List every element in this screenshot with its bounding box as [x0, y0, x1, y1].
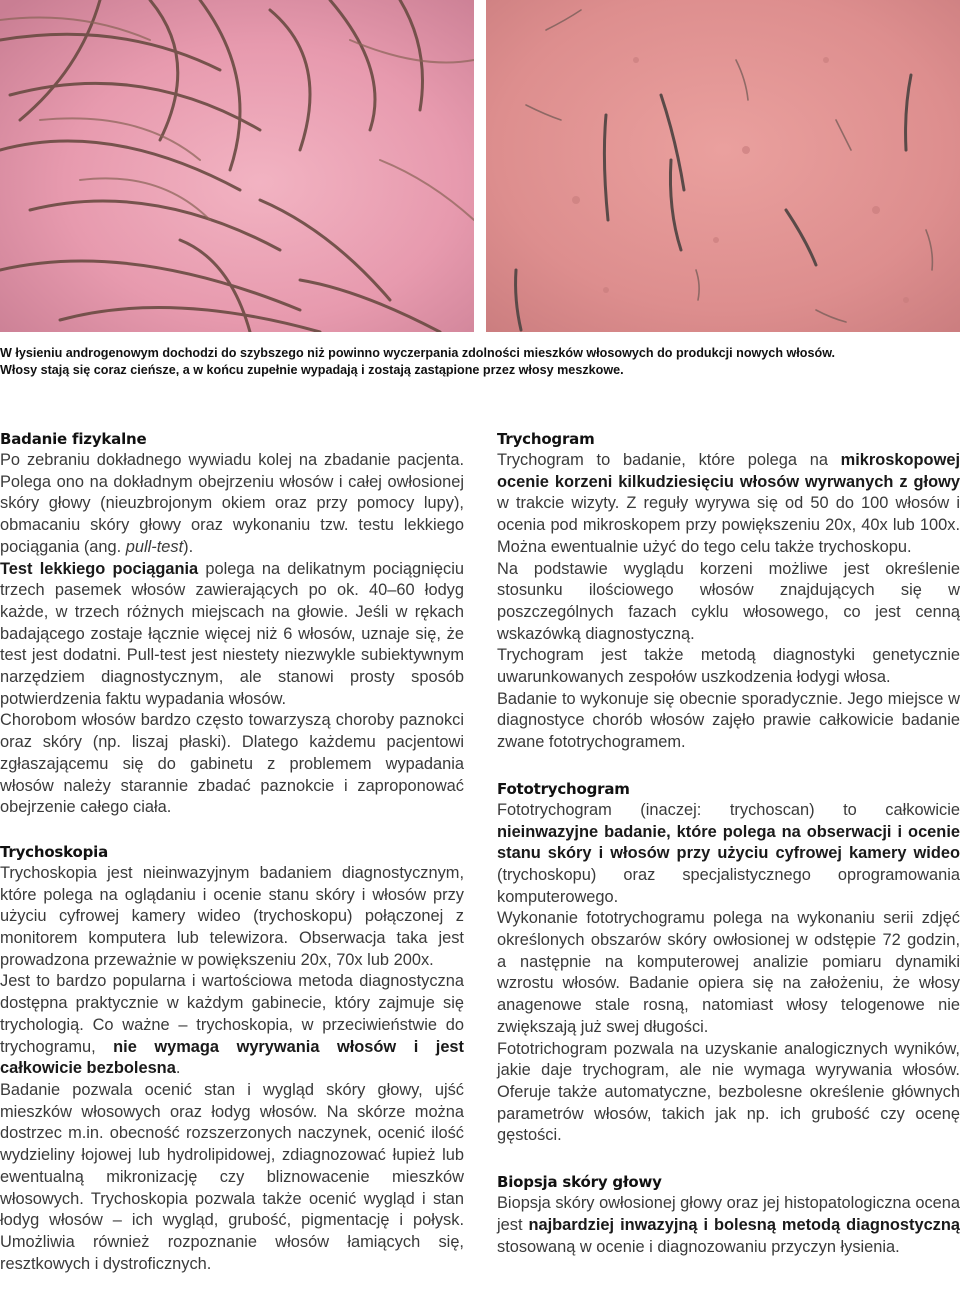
paragraph: Badanie pozwala ocenić stan i wygląd skóry głowy, ujść mieszków włosowych oraz łodyg włosów. Na skórze można dostrzec m.in. obecność rozszerzonych naczynek, ocenić ilość wydzieliny łojowej lub hydrolipidowej, zdiagnozować łupież lub ewentualną mikronizację czy bliznowacenie mieszków włosowych. Trychoskopia pozwala także ocenić wygląd i stan łodyg włosów – ich wygląd, grubość, pigmentację i połysk. Umożliwia również rozpoznanie włosów łamiących się, resztkowych i dystroficznych.	[0, 1080, 464, 1273]
heading-badanie-fizykalne: Badanie fizykalne	[0, 430, 147, 448]
text: stosowaną w ocenie i diagnozowaniu przyczyn łysienia.	[497, 1237, 900, 1256]
bold-text: najbardziej inwazyjną i bolesną metodą diagnostyczną	[528, 1215, 960, 1234]
text: (trychoskopu) oraz specjalistycznego oprogramowania komputerowego.	[497, 865, 960, 906]
paragraph	[497, 450, 960, 559]
heading-trychoskopia: Trychoskopia	[0, 842, 109, 861]
paragraph: Badanie to wykonuje się obecnie sporadycznie. Jego miejsce w diagnostyce chorób włosów zajęło prawie całkowicie badanie zwane fototrychogramem.	[497, 689, 960, 752]
text: polega na delikatnym pociągnięciu trzech pasemek włosów zawierających po ok. 40–60 łodyg każde, w trzech różnych miejscach na głowie. Jeśli w rękach badającego zostaje łącznie więcej niż 6 włosów, uznaje się, że test jest dodatni. Pull-test jest niestety niezwykle subiektywnym narzędziem diagnostycznym, ale stanowi prosty sposób potwierdzenia faktu wypadania włosów.	[0, 559, 464, 708]
text: Po zebraniu dokładnego wywiadu kolej na zbadanie pacjenta. Polega ono na dokładnym obejrzeniu włosów i całej owłosionej skóry głowy (nieuzbrojonym okiem oraz przy pomocy lupy), obmacaniu skóry głowy oraz wykonaniu tzw. testu lekkiego pociągania (ang.	[0, 451, 464, 556]
bold-text: Test lekkiego pociągania	[0, 559, 199, 578]
text: Jest to bardzo popularna i wartościowa metoda diagnostyczna dostępna praktycznie w każdym gabinecie, który zajmuje się trychologią. Co ważne – trychoskopia, w przeciwieństwie do trychogramu,	[0, 972, 464, 1056]
paragraph: Fototrichogram pozwala na uzyskanie analogicznych wyników, jakie daje trychogram, ale nie wymaga wyrywania włosów. Oferuje także automatyczne, bezbolesne określenie głównych parametrów włosów, takich jak np. ich grubość czy ocenę gęstości.	[497, 1039, 960, 1145]
paragraph: Na podstawie wyglądu korzeni możliwe jest określenie stosunku ilościowego włosów znajdujących się w poszczególnych fazach cyklu włosowego, co jest cenną wskazówką diagnostyczną.	[497, 559, 960, 643]
trichoscopy-photo-thin-hair	[486, 0, 960, 332]
bold-text: nieinwazyjne badanie, które polega na obserwacji i ocenie stanu skóry i włosów przy użyciu cyfrowej kamery wideo	[497, 822, 960, 863]
paragraph	[0, 450, 464, 559]
photo-caption	[0, 345, 960, 379]
paragraph	[0, 559, 464, 711]
paragraph	[0, 971, 464, 1080]
left-column	[0, 428, 464, 1275]
text: Trychogram to badanie, które polega na	[497, 451, 841, 469]
paragraph: Wykonanie fototrychogramu polega na wykonaniu serii zdjęć określonych obszarów skóry owłosionej w odstępie 72 godzin, a następnie na komputerowej analizie pomiaru dynamiki wzrostu włosów. Badanie opiera się na założeniu, że włosy anagenowe stale rosną, natomiast włosy telogenowe nie zwiększają już swej długości.	[497, 909, 960, 1036]
heading-trychogram: Trychogram	[497, 430, 595, 448]
text: w trakcie wizyty. Z reguły wyrywa się od 50 do 100 włosów i ocenia pod mikroskopem przy powiększeniu 20x, 40x lub 100x. Można ewentualnie użyć do tego celu także trychoskopu.	[497, 494, 960, 556]
text: .	[175, 1059, 181, 1078]
emphasis-text: pull-test	[125, 537, 184, 556]
trichoscopy-photo-dense-hair	[0, 0, 474, 332]
paragraph: Trychogram jest także metodą diagnostyki genetycznie uwarunkowanych zespołów uszkodzenia łodygi włosa.	[497, 646, 960, 687]
heading-fototrychogram: Fototrychogram	[497, 779, 630, 798]
bold-text: mikroskopowej ocenie korzeni kilkudziesięciu włosów wyrwanych z głowy	[497, 451, 960, 491]
bold-text: nie wymaga wyrywania włosów i jest całkowicie bezbolesna	[0, 1037, 465, 1078]
text: Fototrychogram (inaczej: trychoscan) to całkowicie	[497, 800, 960, 819]
paragraph	[497, 1193, 960, 1258]
paragraph: Trychoskopia jest nieinwazyjnym badaniem diagnostycznym, które polega na oglądaniu i ocenie stanu skóry i włosów przy użyciu cyfrowej kamery wideo (trychoskopu) połączonej z monitorem komputera lub telewizora. Obserwacja taka jest prowadzona przeważnie w powiększeniu 20x, 70x lub 200x.	[0, 863, 464, 969]
text: ).	[183, 537, 194, 556]
heading-biopsja: Biopsja skóry głowy	[497, 1173, 662, 1192]
caption-line-1: W łysieniu androgenowym dochodzi do szybszego niż powinno wyczerpania zdolności mieszków włosowych do produkcji nowych włosów.	[0, 346, 836, 360]
right-column	[497, 428, 960, 1258]
paragraph	[497, 800, 960, 909]
text: Biopsja skóry owłosionej głowy oraz jej histopatologiczna ocena jest	[497, 1194, 960, 1234]
caption-line-2: Włosy stają się coraz cieńsze, a w końcu zupełnie wypadają i zostają zastąpione przez włosy meszkowe.	[0, 363, 624, 377]
paragraph: Chorobom włosów bardzo często towarzyszą choroby paznokci oraz skóry (np. liszaj płaski). Dlatego każdemu pacjentowi zgłaszającemu się do gabinetu z problemem wypadania włosów należy starannie zbadać paznokcie i zaproponować obejrzenie całego ciała.	[0, 711, 464, 817]
